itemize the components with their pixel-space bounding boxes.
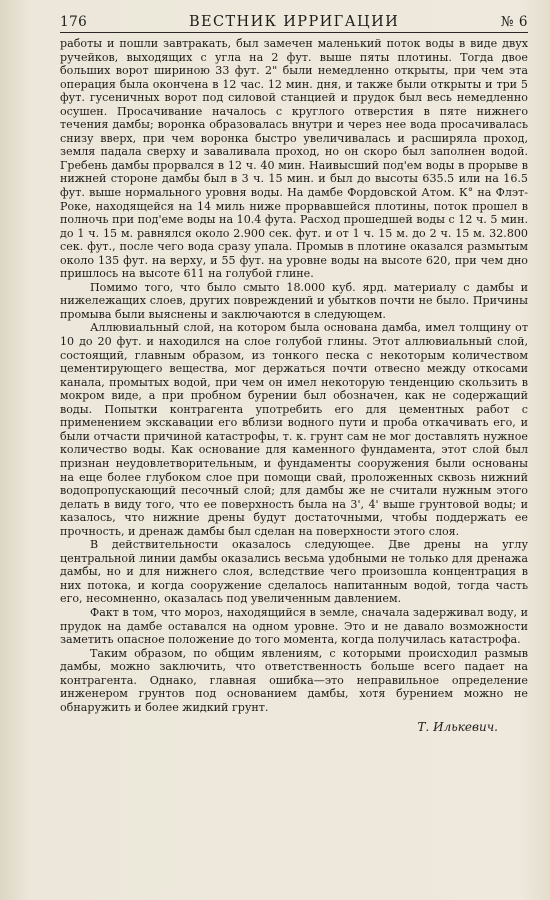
paragraph: Таким образом, по общим явлениям, с которыми происходил размыв дамбы, можно заключить, что ответственность больше всего падает на контрагента. Однако, главная ошибка—это неправильное определение инженером грунтов под основанием дамбы, хотя бурением можно не обнаружить и более жидкий грунт. [60, 646, 528, 714]
author-signature: Т. Илькевич. [417, 720, 498, 735]
paragraph: В действительности оказалось следующее. Две дрены на углу центральной линии дамбы оказались весьма удобными не только для дренажа дамбы, но и для нижнего слоя, вследствие чего произошла концентрация в них потока, и когда сооружение сделалось напитанным водой, тогда часть его, несомненно, оказалась под увеличенным давлением. [60, 538, 528, 606]
paragraph: работы и пошли завтракать, был замечен маленький поток воды в виде двух ручейков, выходящих с угла на 2 фут. выше пяты плотины. Тогда двое больших ворот шириною 33 фут. 2" были немедленно открыты, при чем эта операция была окончена в 12 час. 12 мин. дня, и также были открыты и три 5 фут. гусеничных ворот под силовой станцией и прудок был весь немедленно осушен. Просачивание началось с круглого отверстия в пяте нижнего течения дамбы; воронка образовалась внутри и через нее вода просачивалась снизу вверх, при чем воронка быстро увеличивалась и расширяла проход, земля падала сверху и заваливала проход, но он скоро был заполнен водой. Гребень дамбы прорвался в 12 ч. 40 мин. Наивысший под'ем воды в прорыве в нижней стороне дамбы был в 3 ч. 15 мин. и был до высоты 635.5 или на 16.5 фут. выше нормального уровня воды. На дамбе Фордовской Атом. К° на Флэт-Роке, находящейся на 14 миль ниже прорвавшейся плотины, поток прошел в полночь при под'еме воды на 10.4 фута. Расход прошедшей воды с 12 ч. 5 мин. до 1 ч. 15 м. равнялся около 2.900 сек. фут. и от 1 ч. 15 м. до 2 ч. 15 м. 32.800 сек. фут., после чего вода сразу упала. Промыв в плотине оказался размытым около 135 фут. на верху, и 55 фут. на уровне воды на высоте 620, при чем дно пришлось на высоте 611 на голубой глине. [60, 37, 528, 281]
journal-title: ВЕСТНИК ИРРИГАЦИИ [188, 14, 400, 30]
page-header [60, 14, 528, 33]
page-number: 176 [60, 14, 88, 30]
issue-number: № 6 [500, 14, 528, 30]
paragraph: Помимо того, что было смыто 18.000 куб. ярд. материалу с дамбы и нижележащих слоев, других повреждений и убытков почти не было. Причины промыва были выяснены и заключаются в следующем. [60, 280, 528, 321]
paragraph: Факт в том, что мороз, находящийся в земле, сначала задерживал воду, и прудок на дамбе оставался на одном уровне. Это и не давало возможности заметить опасное положение до того момента, когда получилась катастрофа. [60, 605, 528, 647]
paragraph: Аллювиальный слой, на котором была основана дамба, имел толщину от 10 до 20 фут. и находился на слое голубой глины. Этот аллювиальный слой, состоящий, главным образом, из тонкого песка с некоторым количеством цементирующего вещества, мог держаться почти отвесно между откосами канала, промытых водой, при чем он имел некоторую тенденцию скользить в мокром виде, а при пробном бурении был обозначен, как не содержащий воды. Попытки контрагента употребить его для цементных работ с применением экскавации его вблизи водного пути и проба откачивать его, и были отчасти причиной катастрофы, т. к. грунт сам не мог доставлять нужное количество воды. Как основание для каменного фундамента, этот слой был признан неудовлетворительным, и фундаменты сооружения были основаны на еще более глубоком слое при помощи свай, проложенных сквозь нижний водопропускающий песочный слой; для дамбы же не считали нужным этого делать в виду того, что ее поверхность была на 3', 4' выше грунтовой воды; и казалось, что нижние дрены будут достаточными, чтобы поддержать ее прочность, и дренаж дамбы был сделан на поверхности этого слоя. [60, 321, 528, 538]
article-body [60, 37, 528, 714]
